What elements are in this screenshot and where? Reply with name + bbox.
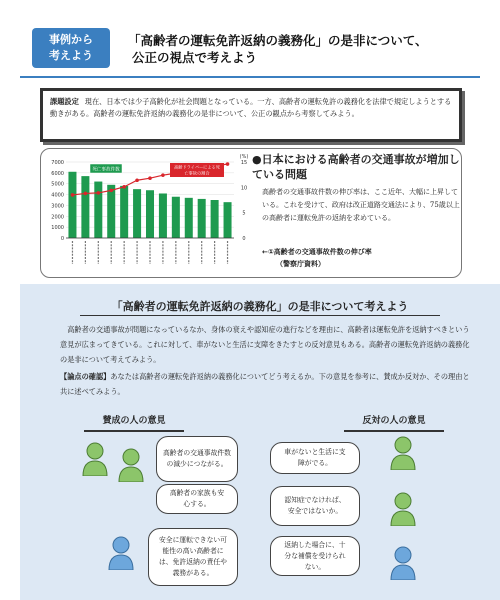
info-body: 高齢者の交通事故件数の伸び率は、ここ近年、大幅に上昇している。これを受けて、政府は改正道路交通法により、75歳以上の高齢者に運転免許の返納を求めている。: [262, 188, 460, 222]
con-opinion-text: 認知症でなければ、安全ではないか。: [284, 496, 346, 515]
pro-opinion-text: 安全に運転できない可能性の高い高齢者には、免許返納の責任や義務がある。: [159, 536, 227, 577]
point-paragraph: [60, 369, 470, 399]
point-label: 【論点の確認】: [60, 372, 111, 381]
chart-bar: [120, 186, 128, 238]
y-left-tick-label: 6000: [51, 170, 64, 177]
person-icon: [390, 436, 416, 470]
person-icon: [118, 448, 144, 482]
chart-caption: [262, 246, 462, 270]
chart-line-point: [71, 193, 75, 197]
person-icon: [82, 442, 108, 476]
section-underline: [80, 315, 440, 316]
section-tag: [32, 28, 110, 68]
chart-bar: [94, 182, 102, 238]
accident-chart: [44, 150, 254, 276]
pro-label: 賛成の人の意見: [84, 414, 184, 432]
y-right-tick-label: 10: [240, 185, 248, 192]
header-divider: [20, 76, 480, 78]
chart-line-point: [122, 185, 126, 189]
pro-opinion-bubble: [156, 484, 238, 514]
caption-line-1: ←①高齢者の交通事故件数の伸び率: [262, 248, 372, 256]
chart-line-point: [135, 178, 139, 182]
tag-line-1: 事例から: [49, 33, 93, 46]
title-line-2: 公正の視点で考えよう: [132, 50, 258, 65]
chart-line-point: [161, 173, 165, 177]
con-opinion-text: 車がないと生活に支障がでる。: [284, 448, 346, 467]
tag-line-2: 考えよう: [49, 49, 93, 62]
chart-bar: [68, 172, 76, 238]
chart-bar: [133, 189, 141, 238]
legend-line-label-1: 高齢ドライバーによる死: [174, 164, 220, 170]
chart-bar: [107, 185, 115, 238]
y-right-tick-label: 15: [240, 160, 248, 166]
chart-bar: [198, 199, 206, 238]
y-left-tick-label: 5000: [51, 181, 64, 188]
section-body: [60, 322, 470, 399]
chart-bar: [172, 197, 180, 238]
chart-line-point: [109, 189, 113, 193]
chart-bar: [81, 176, 89, 238]
section-title: 「高齢者の運転免許返納の義務化」の是非について考えよう: [111, 300, 409, 313]
y-right-tick-label: 0: [242, 236, 246, 242]
pro-opinion-bubble: [148, 528, 238, 586]
chart-bar: [211, 200, 219, 238]
con-label: 反対の人の意見: [344, 414, 444, 432]
page-title: [128, 32, 478, 66]
chart-line-point: [84, 192, 88, 196]
pro-opinion-text: 高齢者の家族も安心する。: [169, 489, 225, 508]
person-icon: [390, 546, 416, 580]
y-left-tick-label: 4000: [51, 192, 64, 199]
con-opinion-bubble: [270, 486, 360, 526]
title-line-1: 「高齢者の運転免許返納の義務化」の是非について、: [128, 33, 428, 48]
chart-line-point: [226, 162, 230, 166]
issue-label: 課題設定: [50, 97, 79, 106]
chart-line-point: [148, 176, 152, 180]
legend-line-label-2: 亡事故の割合: [184, 170, 210, 176]
issue-box: [40, 88, 462, 142]
con-opinion-bubble: [270, 536, 360, 576]
person-icon: [108, 536, 134, 570]
chart-bar: [146, 190, 154, 238]
y-left-tick-label: 3000: [51, 203, 64, 210]
person-icon: [390, 492, 416, 526]
y-left-tick-label: 7000: [51, 160, 64, 166]
y-left-tick-label: 0: [60, 236, 64, 242]
y-right-unit-label: (%): [239, 154, 249, 160]
info-title: ●日本における高齢者の交通事故が増加している問題: [252, 153, 460, 181]
chart-bar: [185, 198, 193, 238]
section-paragraph: 高齢者の交通事故が問題になっているなか、身体の衰えや認知症の進行などを理由に、高齢者は運転免許を返納すべきという意見が広まってきている。これに対して、車がないと生活に支障をきたすとの反対意見もある。高齢者の運転免許返納の義務化の是非について考えてみよう。: [60, 325, 470, 364]
chart-bar: [224, 202, 232, 238]
y-left-tick-label: 1000: [51, 225, 64, 232]
caption-line-2: （警察庁資料）: [276, 260, 325, 268]
pro-opinion-bubble: [156, 436, 238, 482]
chart-bar: [159, 193, 167, 238]
legend-bar-label: 死亡事故件数: [92, 167, 120, 173]
y-right-tick-label: 5: [242, 210, 246, 217]
pro-opinion-text: 高齢者の交通事故件数の減少につながる。: [163, 449, 231, 468]
y-left-tick-label: 2000: [51, 214, 64, 221]
point-text: あなたは高齢者の運転免許返納の義務化についてどう考えるか。下の意見を参考に、賛成か反対か、その理由と共に述べてみよう。: [60, 372, 470, 396]
issue-text: 現在、日本では少子高齢化が社会問題となっている。一方、高齢者の運転免許の義務化を法律で規定しようとする動きがある。高齢者の運転免許返納の義務化の是非について、公正の観点から考察してみよう。: [50, 97, 452, 118]
con-opinion-bubble: [270, 442, 360, 474]
con-opinion-text: 返納した場合に、十分な補償を受けられない。: [284, 540, 346, 571]
chart-line-point: [97, 191, 101, 195]
